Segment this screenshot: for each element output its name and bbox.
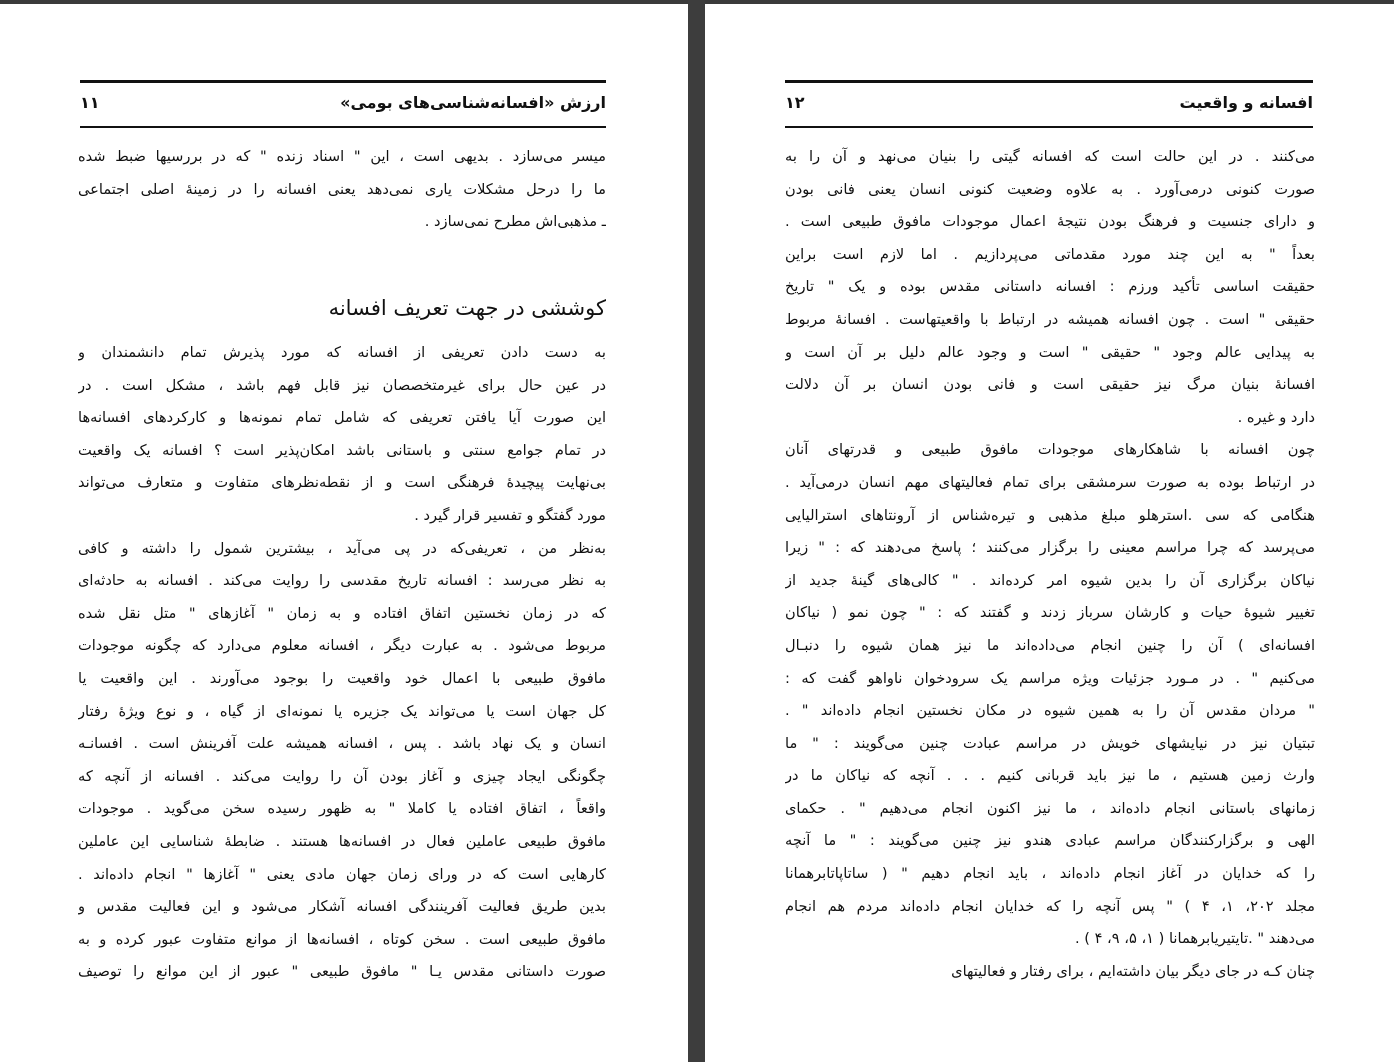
body-text [785,141,1315,988]
text-line: ما را درحل مشکلات یاری نمی‌دهد یعنی افسانه را در زمینهٔ اصلی اجتماعی [78,180,606,198]
book-spine-gutter [688,0,705,1062]
text-line: دارد و غیره . [1237,408,1315,426]
text-line: حقیقی " است . چون افسانه همیشه در ارتباط با واقعیتهاست . افسانهٔ مربوط [785,310,1315,328]
text-line: بی‌نهایت پیچیدهٔ فرهنگی است و از نقطه‌نظرهای متفاوت و متعارف می‌تواند [78,474,606,492]
page-number: ۱۲ [785,93,805,112]
book-page-left [0,4,688,1062]
book-page-right [705,4,1394,1062]
intro-paragraph [78,141,606,239]
text-line: کارهایی است که در ورای زمان جهان مادی یعنی " آغازها " انجام داده‌اند . [78,865,606,883]
text-line: در ارتباط بوده به صورت سرمشقی برای تمام فعالیتهای مهم انسان درمی‌آید . [785,473,1315,491]
text-line: چون افسانه با شاهکارهای موجودات مافوق طبیعی و قدرتهای آنان [785,441,1315,459]
text-line: را که خدایان در آغاز انجام داده‌اند ، باید انجام دهیم " ( ساتاپاتابرهمانا [785,865,1315,883]
text-line: تبتیان نیز در نیایشهای خویش در مراسم عبادت چنین می‌گویند : " ما [785,734,1315,752]
text-line: تغییر شیوهٔ حیات و کارشان سرباز زدند و گفتند که : " چون نمو ( نیاکان [785,604,1315,622]
text-line: مربوط می‌شود . به عبارت دیگر ، افسانه معلوم می‌دارد که چگونه موجودات [78,637,606,655]
text-line: بدین طریق فعالیت آفرینندگی افسانه آشکار می‌شود و این فعالیت مقدس و [78,898,606,916]
text-line: مورد گفتگو و تفسیر قرار گیرد . [414,506,606,524]
text-line: " مردان مقدس آن را به همین شیوه در مکان نخستین انجام داده‌اند " . [785,702,1315,720]
text-line: حقیقت اساسی تأکید ورزم : افسانه داستانی مقدس بوده و یک " تاریخ [785,278,1315,296]
text-line: در تمام جوامع سنتی و باستانی باشد امکان‌پذیر است ؟ افسانه یک واقعیت [78,441,606,459]
text-line: که در زمان نخستین اتفاق افتاده و به زمان " آغازهای " متل نقل شده [78,604,606,622]
text-line: مافوق طبیعی با اعمال خود واقعیت را بوجود می‌آورند . این واقعیت یا [78,669,606,687]
text-line: مجلد ۲۰۲، ۱، ۴ ) " پس آنچه را که خدایان انجام داده‌اند مردم هم انجام [785,897,1315,915]
text-line: و دارای جنسیت و فرهنگ بودن نتیجهٔ اعمال موجودات مافوق طبیعی است . [785,213,1315,231]
text-line: به دست دادن تعریفی از افسانه که مورد پذیرش تمام دانشمندان و [78,344,606,361]
text-line: می‌کنیم " . در مـورد جزئیات ویژه مراسم یک سرودخوان ناواهو گفت که : [785,669,1315,687]
text-line: چنان کـه در جای دیگر بیان داشته‌ایم ، برای رفتار و فعالیتهای [951,962,1315,980]
text-line: افسانه‌ای ) آن را چنین انجام می‌داده‌اند ما نیز همان شیوه را دنبـال [785,636,1315,654]
text-line: زمانهای باستانی انجام داده‌اند ، ما نیز اکنون انجام می‌دهیم " . حکمای [785,799,1315,817]
section-heading: کوششی در جهت تعریف افسانه [328,296,606,320]
text-line: بعداً " به این چند مورد مقدماتی می‌پردازیم . اما لازم است براین [785,245,1315,263]
text-line: می‌کنند . در این حالت است که افسانه گیتی را بنیان می‌نهد و آن را به [785,148,1315,165]
text-line: به نظر می‌رسد : افسانه تاریخ مقدسی را روایت می‌کند . افسانه به حادثه‌ای [78,572,606,590]
text-line: هنگامی که سی .استرهلو مبلغ مذهبی و تیره‌شناس از آرونتاهای استرالیایی [785,506,1315,524]
page-number: ۱۱ [80,93,100,112]
text-line: به‌نظر من ، تعریفی‌که در پی می‌آید ، بیشترین شمول را داشته و کافی [78,539,606,557]
text-line: افسانهٔ بنیان مرگ نیز حقیقی است و فانی بودن انسان بر آن دلالت [785,376,1315,394]
text-line: نیاکان برگزاری آن را بدین شیوه امر کرده‌اند . " کالی‌های گینهٔ جدید از [785,571,1315,589]
text-line: این صورت آیا یافتن تعریفی که شامل تمام نمونه‌ها و کارکردهای افسانه‌ها [78,409,606,427]
running-title: ارزش «افسانه‌شناسی‌های بومی» [340,93,606,112]
running-title: افسانه و واقعیت [1179,93,1313,112]
text-line: مافوق طبیعی عاملین فعال در افسانه‌ها هستند . ضابطهٔ شناسایی این عاملین [78,832,606,850]
text-line: در عین حال برای غیرمتخصصان نیز قابل فهم باشد ، مشکل است . در [78,376,606,394]
text-line: ـ مذهبی‌اش مطرح نمی‌سازد . [424,213,606,231]
running-head-left [80,80,606,128]
text-line: کل جهان است یا می‌تواند یک جزیره یا نمونه‌ای از گیاه ، و نوع ویژهٔ رفتار [78,702,606,720]
text-line: صورت کنونی درمی‌آورد . به علاوه وضعیت کنونی انسان یعنی فانی بودن [785,180,1315,198]
text-line: انسان و یک نهاد باشد . پس ، افسانه همیشه علت آفرینش است . افسانـه [78,735,606,753]
body-text [78,337,606,989]
text-line: به پیدایی عالم وجود " حقیقی " است و وجود عالم دلیل بر آن است و [785,343,1315,361]
text-line: وارث زمین هستیم ، ما نیز باید قربانی کنیم . . . آنچه که نیاکان ما در [785,767,1315,785]
text-line: صورت داستانی مقدس یـا " مافوق طبیعی " عبور از این موانع را توصیف [78,963,606,981]
text-line: میسر می‌سازد . بدیهی است ، این " اسناد زنده " که در بررسیها ضبط شده [78,148,606,165]
text-line: واقعاً ، اتفاق افتاده یا کاملا " به ظهور رسیده سخن می‌گوید . موجودات [78,800,606,818]
text-line: می‌پرسد که چرا مراسم معینی را برگزار می‌کنند ؛ پاسخ می‌دهند که : " زیرا [785,539,1315,557]
text-line: مافوق طبیعی است . سخن کوتاه ، افسانه‌ها از موانع متفاوت عبور کرده و به [78,930,606,948]
text-line: الهی و برگزارکنندگان مراسم عبادی هندو نیز چنین می‌گویند : " ما آنچه [785,832,1315,850]
text-line: چگونگی ایجاد چیزی و آغاز بودن آن را روایت می‌کند . افسانه از آنچه که [78,767,606,785]
text-line: می‌دهند " .تایتیریابرهمانا ( ۱، ۵، ۹، ۴ ) . [1074,930,1315,948]
running-head-right [785,80,1313,128]
